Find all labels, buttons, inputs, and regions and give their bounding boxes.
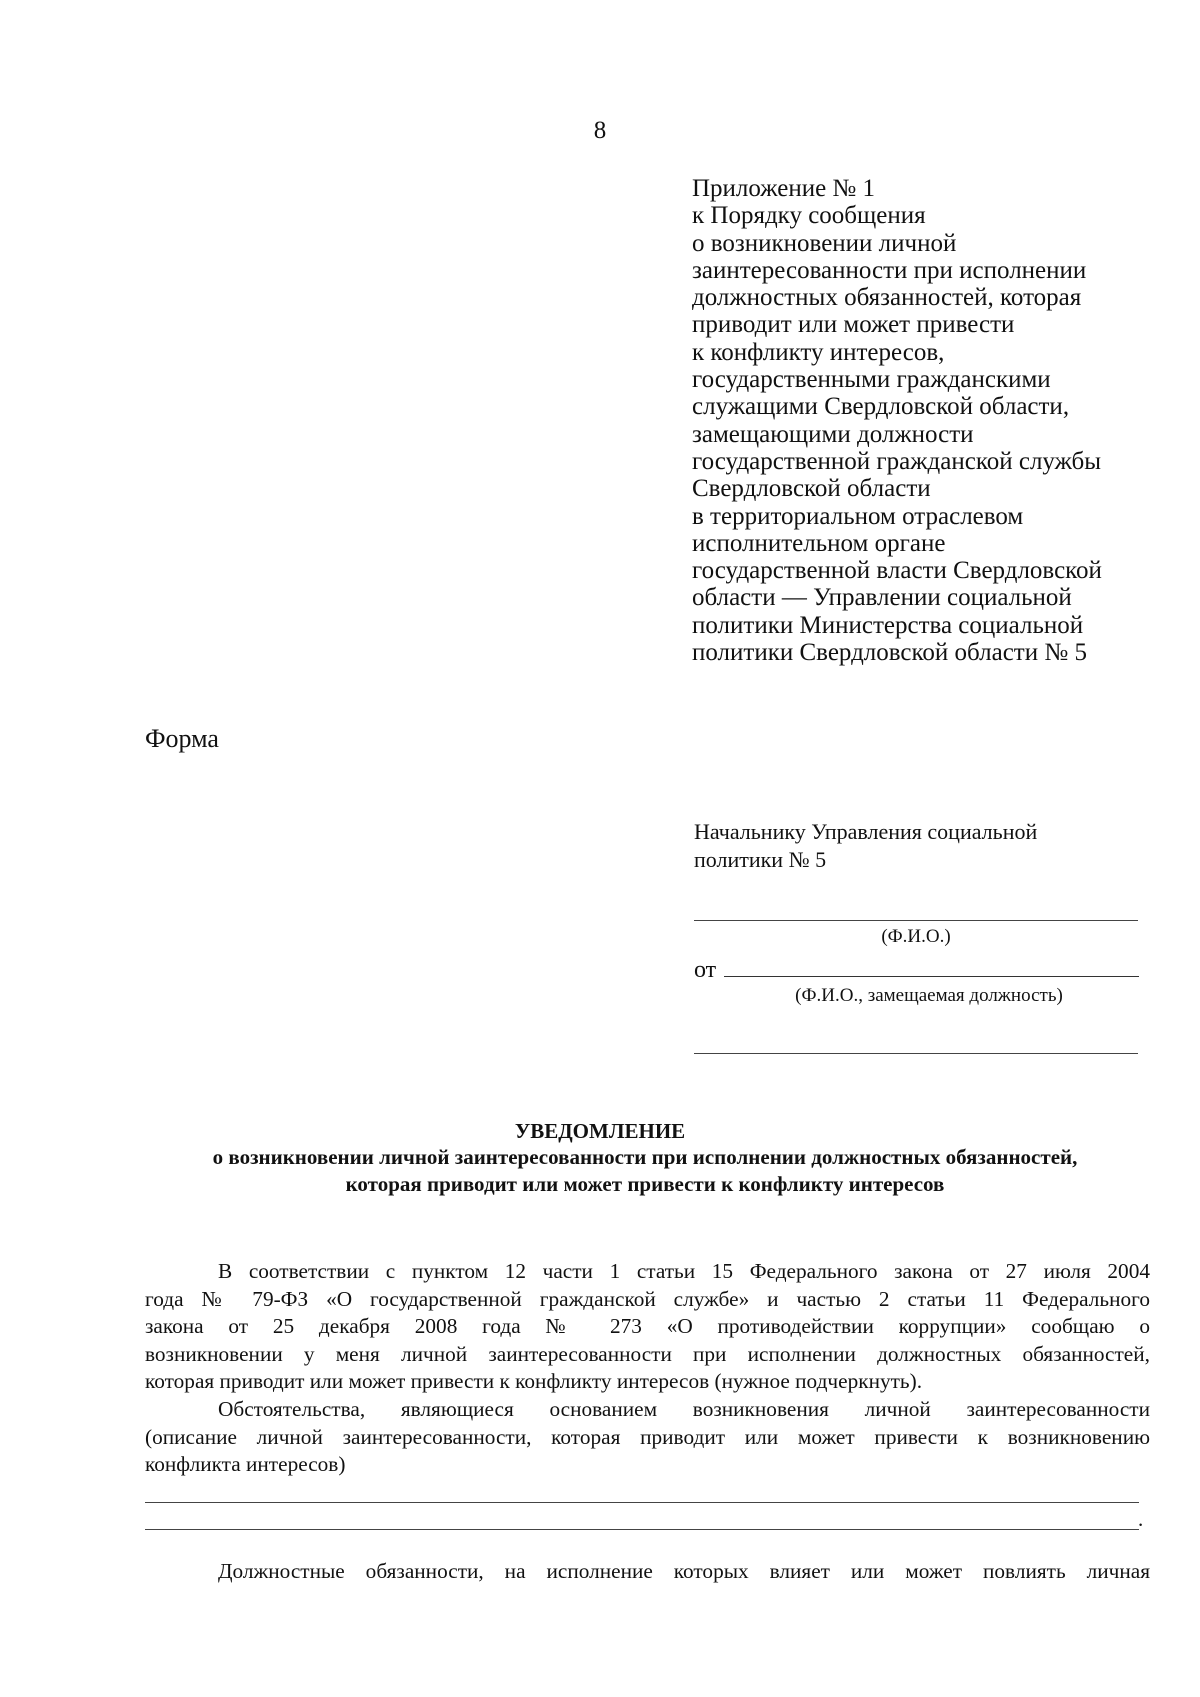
appendix-line: государственной власти Свердловской: [692, 557, 1102, 585]
blank-end-period: .: [1138, 1507, 1144, 1531]
circumstances-blank-line[interactable]: [145, 1502, 1139, 1503]
from-field[interactable]: [694, 954, 1139, 984]
appendix-line: к Порядку сообщения: [692, 202, 926, 230]
appendix-line: к конфликту интересов,: [692, 338, 945, 366]
from-blank-line[interactable]: [724, 954, 1139, 977]
body-paragraph: [145, 1558, 1150, 1586]
form-label: Форма: [145, 724, 219, 753]
page-number: 8: [593, 117, 607, 144]
appendix-line: о возникновении личной: [692, 229, 957, 257]
paragraph-line: В соответствии с пунктом 12 части 1 статьи 15 Федерального закона от 27 июля 2004: [218, 1259, 1150, 1283]
paragraph-line: Должностные обязанности, на исполнение которых влияет или может повлиять личная: [218, 1559, 1150, 1583]
appendix-line: должностных обязанностей, которая: [692, 284, 1082, 312]
appendix-line: служащими Свердловской области,: [692, 393, 1070, 421]
paragraph-line: конфликта интересов): [145, 1452, 346, 1477]
appendix-line: в территориальном отраслевом: [692, 502, 1024, 530]
appendix-line: заинтересованности при исполнении: [692, 256, 1087, 284]
addressee-block: [694, 818, 1164, 873]
body-paragraph: [145, 1396, 1150, 1479]
paragraph-line: Обстоятельства, являющиеся основанием возникновения личной заинтересованности: [218, 1397, 1150, 1421]
paragraph-line: которая приводит или может привести к конфликту интересов (нужное подчеркнуть).: [145, 1369, 923, 1394]
paragraph-line: закона от 25 декабря 2008 года № 273 «О противодействии коррупции» сообщаю о: [145, 1314, 1150, 1339]
appendix-line: замещающими должности: [692, 420, 974, 448]
notice-subtitle: [140, 1144, 1150, 1198]
appendix-line: государственными гражданскими: [692, 366, 1051, 394]
notice-subtitle-line: которая приводит или может привести к конфликту интересов: [345, 1172, 945, 1196]
appendix-line: Приложение № 1: [692, 175, 876, 202]
notice-subtitle-line: о возникновении личной заинтересованности при исполнении должностных обязанностей,: [212, 1145, 1078, 1169]
appendix-line: политики Министерства социальной: [692, 611, 1084, 639]
appendix-line: государственной гражданской службы: [692, 447, 1102, 475]
addressee-line: Начальнику Управления социальной: [694, 819, 1038, 844]
appendix-line: политики Свердловской области № 5: [692, 639, 1087, 667]
appendix-header: [692, 175, 1162, 666]
appendix-line: исполнительном органе: [692, 529, 946, 557]
appendix-line: области — Управлении социальной: [692, 584, 1072, 612]
from-label: от: [694, 957, 717, 983]
appendix-line: Свердловской области: [692, 475, 931, 503]
paragraph-line: (описание личной заинтересованности, которая приводит или может привести к возникновению: [145, 1424, 1150, 1449]
paragraph-line: возникновении у меня личной заинтересованности при исполнении должностных обязанностей,: [145, 1341, 1150, 1366]
paragraph-line: года № 79-ФЗ «О государственной гражданской службе» и частью 2 статьи 11 Федерального: [145, 1286, 1150, 1311]
circumstances-blank-line[interactable]: [145, 1529, 1139, 1530]
fio-caption: (Ф.И.О.): [881, 926, 951, 947]
body-paragraph: [145, 1258, 1150, 1396]
fio-blank-line[interactable]: [694, 920, 1138, 921]
appendix-line: приводит или может привести: [692, 311, 1015, 339]
position-blank-line[interactable]: [694, 1053, 1138, 1054]
addressee-line: политики № 5: [694, 846, 827, 872]
notice-title: УВЕДОМЛЕНИЕ: [514, 1119, 686, 1143]
from-caption: (Ф.И.О., замещаемая должность): [795, 985, 1063, 1006]
